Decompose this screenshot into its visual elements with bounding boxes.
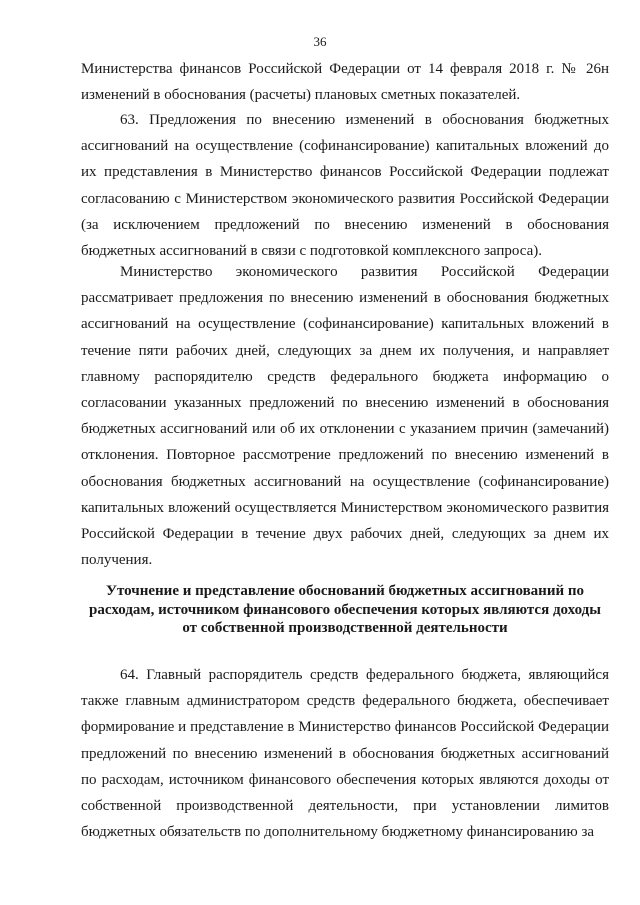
heading-line: Уточнение и представление обоснований бюджетных ассигнований по bbox=[105, 583, 584, 599]
section-heading bbox=[81, 582, 609, 638]
paragraph-text: Министерство экономического развития Российской Федерации рассматривает предложения по внесению изменений в обоснования бюджетных ассигнований на осуществление (софинансирование) капитальных вложений в течение пяти рабочих дней, следующих за днем их получения, и направляет главному распорядителю средств федерального бюджета информацию о согласовании указанных предложений по внесению изменений в обоснования бюджетных ассигнований или об их отклонении с указанием причин (замечаний) отклонения. Повторное рассмотрение предложений по внесению изменений в обоснования бюджетных ассигнований на осуществление (софинансирование) капитальных вложений осуществляется Министерством экономического развития Российской Федерации в течение двух рабочих дней, следующих за днем их получения. bbox=[81, 264, 609, 569]
paragraph-text: Министерства финансов Российской Федерации от 14 февраля 2018 г. № 26н изменений в обоснования (расчеты) плановых сметных показателей. bbox=[81, 61, 609, 104]
page-number: 36 bbox=[313, 34, 327, 49]
paragraph-text: 64. Главный распорядитель средств федерального бюджета, являющийся также главным администратором средств федерального бюджета, обеспечивает формирование и представление в Министерство финансов Российской Федерации предложений по внесению изменений в обоснования бюджетных ассигнований по расходам, источником финансового обеспечения которых являются доходы от собственной производственной деятельности, при установлении лимитов бюджетных обязательств по дополнительному бюджетному финансированию за bbox=[81, 667, 609, 841]
paragraph-continuation bbox=[81, 56, 609, 108]
paragraph-63 bbox=[81, 107, 609, 264]
paragraph-64 bbox=[81, 662, 609, 845]
heading-line: расходам, источником финансового обеспечения которых являются доходы bbox=[89, 601, 601, 618]
heading-line: от собственной производственной деятельности bbox=[182, 620, 508, 636]
paragraph-ministry-review bbox=[81, 259, 609, 573]
paragraph-text: 63. Предложения по внесению изменений в обоснования бюджетных ассигнований на осуществление (софинансирование) капитальных вложений до их представления в Министерство финансов Российской Федерации подлежат согласованию с Министерством экономического развития Российской Федерации (за исключением предложений по внесению изменений в обоснования бюджетных ассигнований в связи с подготовкой комплексного запроса). bbox=[81, 112, 609, 260]
